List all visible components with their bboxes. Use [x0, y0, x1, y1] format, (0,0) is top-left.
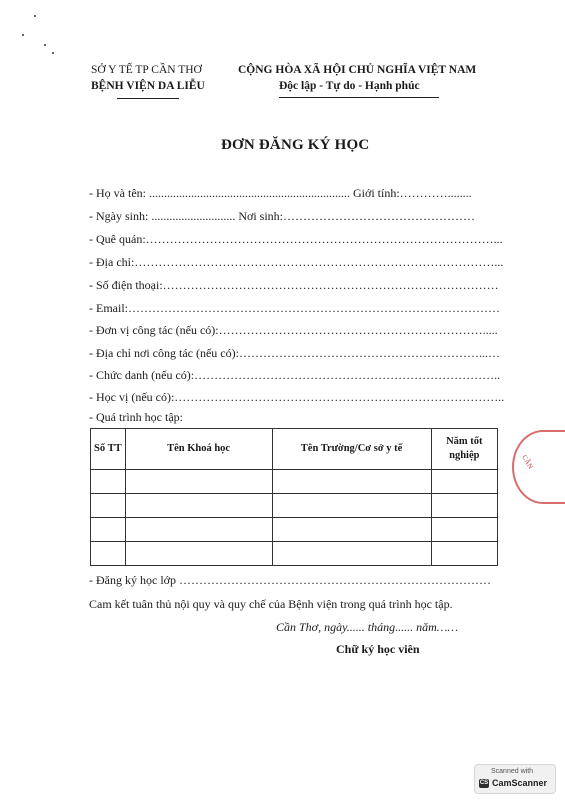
- col-header-stt: Số TT: [91, 429, 126, 470]
- field-email: - Email:…………………………………………………………………………………: [89, 301, 500, 315]
- scan-speck: [34, 15, 36, 17]
- national-motto: Độc lập - Tự do - Hạnh phúc: [279, 80, 420, 92]
- col-header-school: Tên Trường/Cơ sở y tế: [272, 429, 431, 470]
- left-underline: [117, 98, 179, 99]
- stamp-text: CẦN: [520, 453, 535, 471]
- table-cell: [125, 518, 272, 542]
- table-cell: [125, 542, 272, 566]
- signature-label: Chữ ký học viên: [336, 642, 420, 656]
- field-position: - Chức danh (nếu có):…………………………………………………………………..: [89, 368, 501, 382]
- table-row: [91, 542, 498, 566]
- scan-speck: [22, 34, 24, 36]
- table-cell: [91, 518, 126, 542]
- field-hometown: - Quê quán:……………………………………………………………………………...: [89, 232, 503, 246]
- col-header-year: Năm tốt nghiệp: [431, 429, 497, 470]
- form-title: ĐƠN ĐĂNG KÝ HỌC: [221, 137, 370, 153]
- table-cell: [431, 470, 497, 494]
- date-line: Cần Thơ, ngày...... tháng...... năm……: [276, 620, 459, 634]
- education-history-table: [90, 428, 498, 566]
- table-cell: [272, 542, 431, 566]
- table-cell: [125, 470, 272, 494]
- register-class-line: - Đăng ký học lớp ……………………………………………………………………: [89, 573, 491, 587]
- camscanner-logo-icon: CS: [479, 780, 489, 786]
- field-degree: - Học vị (nếu có):………………………………………………………………………..: [89, 390, 505, 404]
- right-underline: [279, 97, 439, 98]
- field-workplace: - Đơn vị công tác (nếu có):………………………………………………………….....: [89, 323, 498, 337]
- scan-speck: [52, 52, 54, 54]
- table-cell: [431, 542, 497, 566]
- table-row: [91, 518, 498, 542]
- scanned-with-text: Scanned with: [491, 768, 534, 775]
- table-cell: [272, 518, 431, 542]
- country-name: CỘNG HÒA XÃ HỘI CHỦ NGHĨA VIỆT NAM: [238, 64, 477, 76]
- table-cell: [125, 494, 272, 518]
- agency-name: SỞ Y TẾ TP CẦN THƠ: [91, 64, 202, 76]
- commitment-text: Cam kết tuân thủ nội quy và quy chế của Bệnh viện trong quá trình học tập.: [89, 597, 453, 611]
- red-stamp: [512, 430, 565, 504]
- hospital-name: BỆNH VIỆN DA LIỄU: [91, 80, 205, 92]
- field-address: - Địa chỉ:………………………………………………………………………………...: [89, 255, 504, 269]
- field-phone: - Số điện thoại:…………………………………………………………………………: [89, 278, 499, 292]
- table-cell: [431, 518, 497, 542]
- table-row: [91, 470, 498, 494]
- camscanner-name: CamScanner: [492, 778, 548, 788]
- table-cell: [272, 470, 431, 494]
- field-dob: - Ngày sinh: ............................ Nơi sinh:…………………………………………: [89, 209, 476, 223]
- camscanner-badge: [474, 764, 556, 794]
- table-cell: [272, 494, 431, 518]
- scan-speck: [44, 44, 46, 46]
- field-work-address: - Địa chỉ nơi công tác (nếu có):……………………………………………………...…: [89, 346, 500, 360]
- field-name: - Họ và tên: ................................................................... Giới tính:…………........: [89, 186, 472, 200]
- table-cell: [91, 470, 126, 494]
- table-cell: [91, 542, 126, 566]
- field-history-label: - Quá trình học tập:: [89, 410, 183, 424]
- table-cell: [91, 494, 126, 518]
- table-row: [91, 494, 498, 518]
- table-header-row: [91, 429, 498, 470]
- table-cell: [431, 494, 497, 518]
- col-header-course: Tên Khoá học: [125, 429, 272, 470]
